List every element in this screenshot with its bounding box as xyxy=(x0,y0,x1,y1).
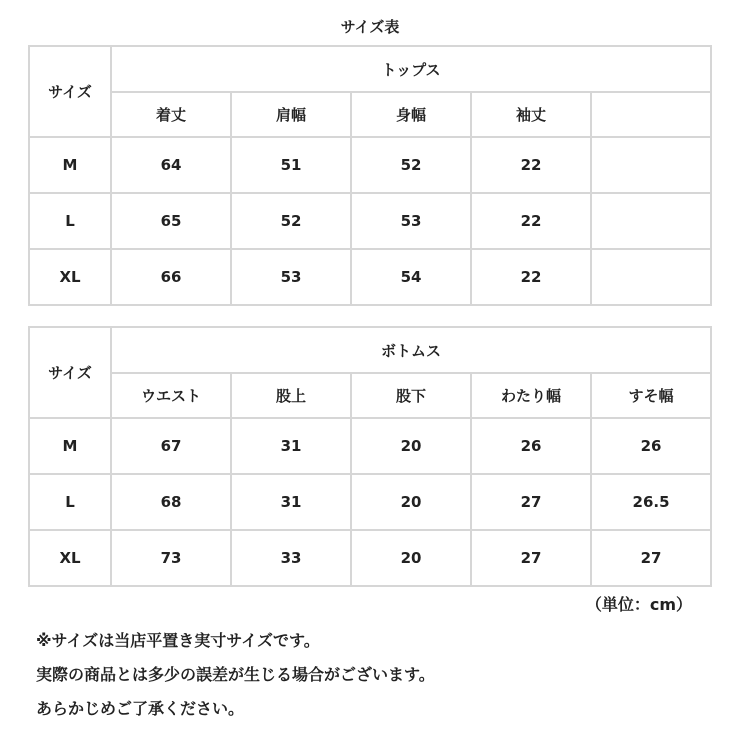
size-cell: M xyxy=(29,418,111,474)
notes xyxy=(36,624,716,726)
value-cell: 26 xyxy=(471,418,591,474)
column-header: 肩幅 xyxy=(231,92,351,137)
value-cell: 31 xyxy=(231,418,351,474)
value-cell: 67 xyxy=(111,418,231,474)
size-cell: L xyxy=(29,474,111,530)
value-cell: 53 xyxy=(351,193,471,249)
value-cell: 52 xyxy=(231,193,351,249)
value-cell: 65 xyxy=(111,193,231,249)
note-line: 実際の商品とは多少の誤差が生じる場合がございます。 xyxy=(36,665,435,684)
page-title: サイズ表 xyxy=(340,18,400,36)
value-cell: 66 xyxy=(111,249,231,305)
value-cell: 64 xyxy=(111,137,231,193)
value-cell: 26 xyxy=(591,418,711,474)
value-cell: 27 xyxy=(471,530,591,586)
size-cell: XL xyxy=(29,530,111,586)
column-header: わたり幅 xyxy=(471,373,591,418)
value-cell: 22 xyxy=(471,137,591,193)
table-row xyxy=(29,137,711,193)
tops-size-table xyxy=(28,45,712,306)
value-cell xyxy=(591,249,711,305)
value-cell: 53 xyxy=(231,249,351,305)
size-header: サイズ xyxy=(29,46,111,137)
unit-label: （単位：cm） xyxy=(585,595,692,614)
table-row xyxy=(29,530,711,586)
table-row xyxy=(29,249,711,305)
value-cell: 27 xyxy=(471,474,591,530)
column-header xyxy=(591,92,711,137)
group-header-bottoms: ボトムス xyxy=(111,327,711,373)
column-header: 着丈 xyxy=(111,92,231,137)
group-header-tops: トップス xyxy=(111,46,711,92)
value-cell: 20 xyxy=(351,474,471,530)
value-cell: 22 xyxy=(471,249,591,305)
table-row xyxy=(29,193,711,249)
column-header: ウエスト xyxy=(111,373,231,418)
value-cell: 54 xyxy=(351,249,471,305)
size-header: サイズ xyxy=(29,327,111,418)
size-cell: M xyxy=(29,137,111,193)
value-cell: 22 xyxy=(471,193,591,249)
column-header: すそ幅 xyxy=(591,373,711,418)
value-cell: 20 xyxy=(351,418,471,474)
column-header: 股下 xyxy=(351,373,471,418)
column-header: 袖丈 xyxy=(471,92,591,137)
value-cell xyxy=(591,137,711,193)
value-cell: 52 xyxy=(351,137,471,193)
table-row xyxy=(29,418,711,474)
column-header: 身幅 xyxy=(351,92,471,137)
column-header: 股上 xyxy=(231,373,351,418)
value-cell: 33 xyxy=(231,530,351,586)
note-line: ※サイズは当店平置き実寸サイズです。 xyxy=(36,631,320,650)
note-line: あらかじめご了承ください。 xyxy=(36,699,245,718)
value-cell: 31 xyxy=(231,474,351,530)
table-row xyxy=(29,474,711,530)
value-cell: 26.5 xyxy=(591,474,711,530)
value-cell: 20 xyxy=(351,530,471,586)
value-cell: 51 xyxy=(231,137,351,193)
size-cell: L xyxy=(29,193,111,249)
value-cell: 73 xyxy=(111,530,231,586)
size-cell: XL xyxy=(29,249,111,305)
value-cell: 68 xyxy=(111,474,231,530)
bottoms-size-table xyxy=(28,326,712,587)
value-cell xyxy=(591,193,711,249)
value-cell: 27 xyxy=(591,530,711,586)
